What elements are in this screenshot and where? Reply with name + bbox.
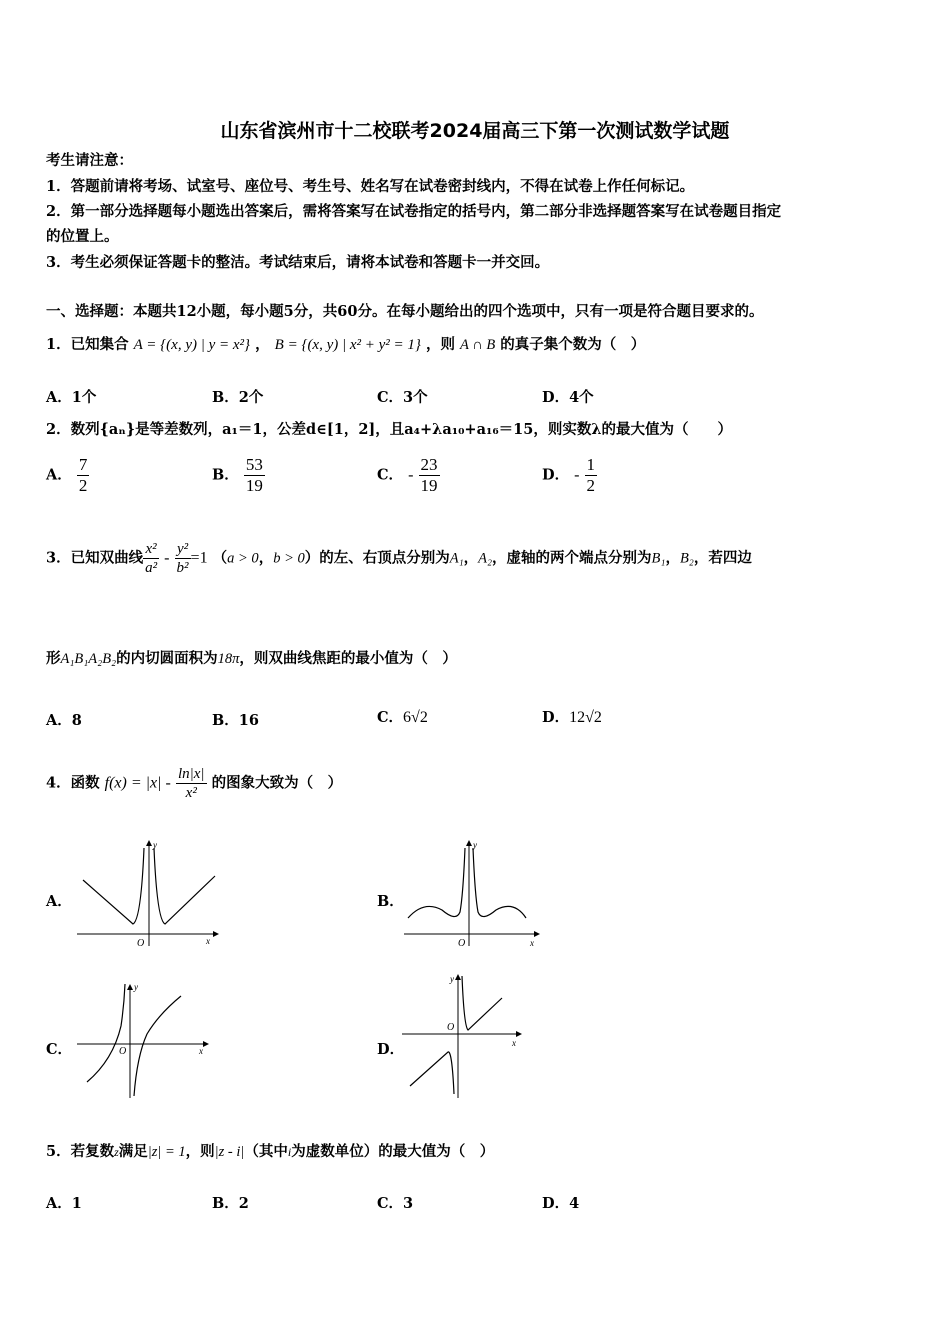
q5-i: i <box>287 1145 292 1159</box>
curve-left <box>408 848 465 918</box>
q2-b-den: 19 <box>245 476 263 495</box>
q2-a-num: 7 <box>78 455 88 474</box>
q3-frac1-den: a² <box>145 560 158 576</box>
q4-frac <box>176 765 207 802</box>
curve-right <box>154 848 215 924</box>
curve-left <box>83 848 144 924</box>
q4-option-a-label[interactable]: A． <box>46 893 72 910</box>
q4-option-b-label[interactable]: B． <box>377 893 404 910</box>
q5-z: z <box>114 1145 119 1159</box>
q5-option-a[interactable]: A．1 <box>46 1195 82 1212</box>
q1-sep: ， <box>255 336 270 353</box>
curve-left <box>410 1052 454 1094</box>
q1-mid: ，则 <box>425 336 455 353</box>
q2-option-d[interactable] <box>542 455 597 496</box>
q3-cond1: a > 0 <box>227 550 259 567</box>
question-5 <box>46 1143 494 1161</box>
q3-minus: - <box>164 549 170 567</box>
q3-option-c[interactable] <box>377 706 428 727</box>
q2-b-num: 53 <box>245 455 263 474</box>
q2-option-c[interactable] <box>377 455 440 496</box>
y-axis-arrow <box>455 974 461 980</box>
q2-frac-c <box>419 455 440 496</box>
q3-eq: =1 <box>190 549 208 567</box>
question-3-line2 <box>46 650 457 668</box>
q4-graph-c[interactable] <box>75 978 215 1100</box>
y-axis-arrow <box>466 840 472 846</box>
q1-option-a[interactable]: A．1个 <box>46 389 97 406</box>
q5-option-c[interactable]: C．3 <box>377 1195 414 1212</box>
q1-set-a: A = {(x, y) | y = x²} <box>133 337 251 353</box>
question-3 <box>46 540 752 577</box>
q1-expr: A ∩ B <box>460 337 496 353</box>
page-title: 山东省滨州市十二校联考2024届高三下第一次测试数学试题 <box>220 120 730 142</box>
question-1 <box>46 336 645 354</box>
q2-c-num: 23 <box>420 455 438 474</box>
q2-d-den: 2 <box>586 476 596 495</box>
q3-b2: B₂ <box>679 550 694 567</box>
x-axis-arrow <box>213 931 219 937</box>
q3-option-d[interactable] <box>542 706 602 727</box>
q4-graph-b[interactable] <box>402 838 542 950</box>
q1-prefix: 1．已知集合 <box>46 336 129 353</box>
q3-opt-c-value: 6√2 <box>403 709 428 726</box>
q2-label-c: C． <box>377 466 404 484</box>
q2-option-b[interactable] <box>212 455 265 496</box>
q3-comma1: ， <box>463 549 479 567</box>
q2-c-den: 19 <box>420 476 438 495</box>
y-label: y <box>134 982 138 992</box>
origin-label: O <box>119 1046 127 1057</box>
x-label: x <box>530 938 534 948</box>
notice-heading: 考生请注意： <box>46 152 133 169</box>
q4-suffix: 的图象大致为（ ） <box>211 774 343 792</box>
q3-frac2-num: y² <box>176 541 189 557</box>
q5-option-b[interactable]: B．2 <box>212 1195 249 1212</box>
q3-a2: A₂ <box>478 550 493 567</box>
q5-mid2: ，则 <box>185 1143 215 1160</box>
q5-mid1: 满足 <box>118 1143 148 1160</box>
q3-b1: B₁ <box>651 550 666 567</box>
q3-frac-x <box>143 540 159 577</box>
q5-mid3: （其中 <box>244 1143 288 1160</box>
q3-cond-open: （ <box>212 549 228 567</box>
q3-frac2-den: b² <box>176 560 189 576</box>
q3-line2-prefix: 形 <box>46 650 61 667</box>
q1-suffix: 的真子集个数为（ ） <box>500 336 646 353</box>
x-label: x <box>206 936 210 946</box>
q3-line2-end: ，则双曲线焦距的最小值为（ ） <box>239 650 457 667</box>
q5-option-d[interactable]: D．4 <box>542 1195 580 1212</box>
q1-set-b: B = {(x, y) | x² + y² = 1} <box>274 337 421 353</box>
q5-prefix: 5．若复数 <box>46 1143 115 1160</box>
notice-item-1: 1．答题前请将考场、试室号、座位号、考生号、姓名写在试卷密封线内，不得在试卷上作任何标记。 <box>46 178 695 195</box>
q4-graph-a[interactable] <box>75 838 220 950</box>
curve-right <box>462 976 502 1030</box>
q2-d-sign: - <box>574 466 580 484</box>
x-axis-arrow <box>516 1031 522 1037</box>
y-axis-arrow <box>127 984 133 990</box>
q3-a1: A₁ <box>449 550 464 567</box>
q1-option-c[interactable]: C．3个 <box>377 389 428 406</box>
origin-label: O <box>447 1022 455 1033</box>
q3-mid2: ，虚轴的两个端点分别为 <box>492 549 652 567</box>
q3-mid: ）的左、右顶点分别为 <box>304 549 450 567</box>
q2-label-b: B． <box>212 466 239 484</box>
y-label: y <box>153 840 157 850</box>
q5-suffix: 为虚数单位）的最大值为（ ） <box>291 1143 495 1160</box>
q2-frac-d <box>585 455 598 496</box>
q4-graph-d[interactable] <box>400 970 530 1102</box>
y-axis-arrow <box>146 840 152 846</box>
q2-c-sign: - <box>408 466 414 484</box>
origin-label: O <box>137 938 145 949</box>
q5-expr: |z - i| <box>214 1144 245 1160</box>
notice-item-3: 3．考生必须保证答题卡的整洁。考试结束后，请将本试卷和答题卡一并交回。 <box>46 254 550 271</box>
curve-left <box>87 984 125 1082</box>
q2-option-a[interactable] <box>46 455 89 496</box>
notice-item-2: 2．第一部分选择题每小题选出答案后，需将答案写在试卷指定的括号内，第二部分非选择题答案写在试卷题目指定 <box>46 203 782 220</box>
q3-opt-d-value: 12√2 <box>569 709 602 726</box>
q5-cond: |z| = 1 <box>147 1144 186 1160</box>
question-4 <box>46 765 342 802</box>
q1-option-b[interactable]: B．2个 <box>212 389 264 406</box>
y-label: y <box>473 840 477 850</box>
x-axis-arrow <box>203 1041 209 1047</box>
q4-frac-den: x² <box>176 783 207 802</box>
x-label: x <box>199 1046 203 1056</box>
q4-frac-num: ln|x| <box>177 766 205 782</box>
q3-frac-y <box>175 540 191 577</box>
q3-label-d: D． <box>542 709 570 726</box>
q3-option-a[interactable]: A．8 <box>46 712 82 729</box>
x-label: x <box>512 1038 516 1048</box>
q1-option-d[interactable]: D．4个 <box>542 389 594 406</box>
q3-frac1-num: x² <box>145 541 157 557</box>
q2-frac-a <box>77 455 90 496</box>
curve-right <box>473 848 526 918</box>
notice-item-2-cont: 的位置上。 <box>46 228 119 245</box>
q3-prefix: 3．已知双曲线 <box>46 549 144 567</box>
q3-comma2: ， <box>665 549 680 567</box>
q3-label-c: C． <box>377 709 404 726</box>
q2-d-num: 1 <box>586 455 596 474</box>
q4-prefix: 4．函数 <box>46 774 100 792</box>
x-axis-arrow <box>534 931 540 937</box>
q3-option-b[interactable]: B．16 <box>212 712 259 729</box>
q4-option-d-label[interactable]: D． <box>377 1041 405 1058</box>
q2-label-d: D． <box>542 466 570 484</box>
question-2: 2．数列{aₙ}是等差数列，a₁＝1，公差d∈[1，2]，且a₄+λa₁₀+a₁₆＝15，则实数λ的最大值为（ ） <box>46 421 733 438</box>
section-heading: 一、选择题：本题共12小题，每小题5分，共60分。在每小题给出的四个选项中，只有一项是符合题目要求的。 <box>46 303 764 320</box>
curve-right <box>134 996 181 1096</box>
q2-label-a: A． <box>46 466 72 484</box>
q3-line2-mid: 的内切圆面积为 <box>116 650 218 667</box>
q3-quad: A₁B₁A₂B₂ <box>60 651 117 667</box>
q2-a-den: 2 <box>78 476 88 495</box>
q3-cond2: b > 0 <box>273 550 305 567</box>
q2-frac-b <box>244 455 265 496</box>
q3-end: ，若四边 <box>693 549 752 567</box>
q4-func: f(x) = |x| - <box>104 774 171 792</box>
y-label: y <box>450 974 454 984</box>
origin-label: O <box>458 938 466 949</box>
q3-area: 18π <box>217 651 240 667</box>
q4-option-c-label[interactable]: C． <box>46 1041 73 1058</box>
q3-cond-sep: ， <box>258 549 274 567</box>
